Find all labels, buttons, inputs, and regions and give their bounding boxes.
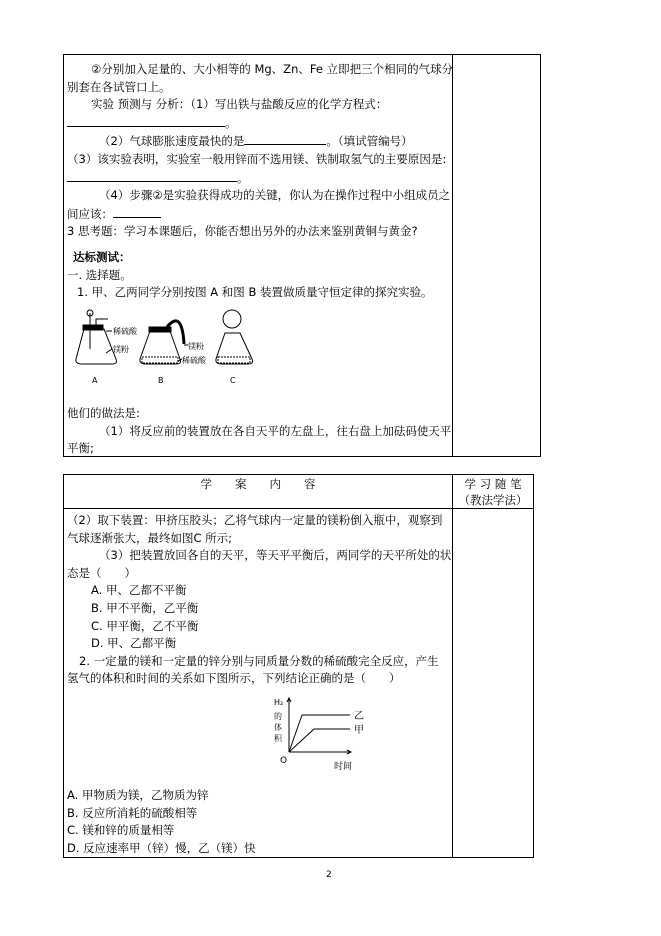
answer-blank[interactable] (244, 132, 326, 145)
header-notes (453, 476, 533, 509)
text-line: （3）该实验表明，实验室一般用锌而不选用镁、铁制取氢气的主要原因是: (67, 151, 447, 166)
hydrogen-volume-graph (262, 697, 382, 781)
series-label-jia: 甲 (354, 725, 364, 736)
content-cell (67, 512, 451, 688)
page-number: 2 (326, 870, 332, 880)
lesson-table-2 (63, 474, 534, 858)
label-mg-powder: 镁粉 (113, 345, 129, 354)
option-b: B. 反应所消耗的硫酸相等 (67, 805, 198, 820)
answer-blank[interactable] (67, 169, 237, 182)
figure-label-b: B (158, 376, 164, 385)
y-label: 积 (274, 734, 282, 743)
figure-label-a: A (92, 376, 98, 385)
header-notes-subtitle: （教法学法） (458, 493, 528, 507)
label-dilute-acid: 稀硫酸 (113, 327, 137, 336)
column-divider (452, 55, 453, 456)
origin-label: O (280, 756, 288, 766)
text-line: 平衡; (67, 441, 94, 456)
option-d: D. 甲、乙都平衡 (91, 636, 177, 651)
question-text: 1. 甲、乙两同学分别按图 A 和图 B 装置做质量守恒定律的探究实验。 (77, 285, 433, 300)
text-line: 间应该： (67, 205, 451, 224)
option-c: C. 镁和锌的质量相等 (67, 823, 175, 838)
option-a: A. 甲物质为镁，乙物质为锌 (67, 788, 209, 802)
lesson-table-1 (63, 54, 541, 457)
column-divider (452, 475, 453, 857)
option-a: A. 甲、乙都不平衡 (91, 583, 187, 598)
text-line: （3）把装置放回各自的天平，等天平平衡后，两同学的天平所处的状 (99, 548, 452, 563)
series-jia (289, 729, 350, 752)
y-label: 体 (274, 723, 282, 732)
question-text: 2. 一定量的镁和一定量的锌分别与同质量分数的稀硫酸完全反应，产生 (79, 653, 439, 668)
text-line: （2）取下装置：甲挤压胶头；乙将气球内一定量的镁粉倒入瓶中，观察到 (67, 513, 443, 527)
content-cell (67, 61, 454, 302)
text-line: 别套在各试管口上。 (67, 79, 171, 94)
text-line: （2）气球膨胀速度最快的是 。（填试管编号） (99, 134, 413, 149)
label-dilute-acid: 稀硫酸 (182, 356, 206, 365)
option-d: D. 反应速率甲（锌）慢，乙（镁）快 (67, 840, 256, 855)
text-line: 实验 预测与 分析：（1）写出铁与盐酸反应的化学方程式： (91, 97, 388, 112)
option-c: C. 甲平衡，乙不平衡 (91, 618, 199, 633)
text-line: 他们的做法是: (67, 406, 140, 420)
x-axis-label: 时间 (334, 762, 353, 772)
content-cell-bottom (67, 405, 451, 458)
figure-label-c: C (230, 376, 236, 385)
header-notes-title: 学 习 随 笔 (464, 477, 522, 491)
y-label: 的 (274, 712, 282, 721)
header-content: 学 案 内 容 (200, 477, 316, 491)
series-yi (289, 715, 350, 752)
answer-blank[interactable] (113, 205, 161, 218)
answer-line: 。 (67, 169, 451, 188)
section-heading: 达标测试： (73, 249, 131, 264)
text-line: 气球逐渐张大，最终如图C 所示; (67, 530, 233, 545)
option-b: B. 甲不平衡，乙平衡 (91, 600, 199, 615)
text-line: 一. 选择题。 (67, 267, 132, 282)
label-mg-powder: 镁粉 (188, 342, 204, 351)
question-text: 氢气的体积和时间的关系如下图所示，下列结论正确的是（ ） (67, 671, 401, 686)
apparatus-figure (72, 309, 262, 389)
text-line: 3 思考题：学习本课题后，你能否想出另外的办法来鉴别黄铜与黄金? (67, 224, 418, 239)
text-line: （1）将反应前的装置放在各自天平的左盘上，往右盘上加砝码使天平 (99, 423, 452, 438)
series-label-yi: 乙 (354, 711, 364, 722)
text-line: （4）步骤②是实验获得成功的关键，你认为在操作过程中小组成员之 (99, 188, 451, 203)
y-label-h2: H₂ (274, 698, 284, 707)
answer-line: 。 (67, 114, 451, 133)
text-line: ②分别加入足量的、大小相等的 Mg、Zn、Fe 立即把三个相同的气球分 (91, 62, 454, 76)
answer-options (67, 787, 451, 857)
text-line: 态是（ ） (67, 565, 136, 580)
answer-blank[interactable] (67, 114, 225, 127)
